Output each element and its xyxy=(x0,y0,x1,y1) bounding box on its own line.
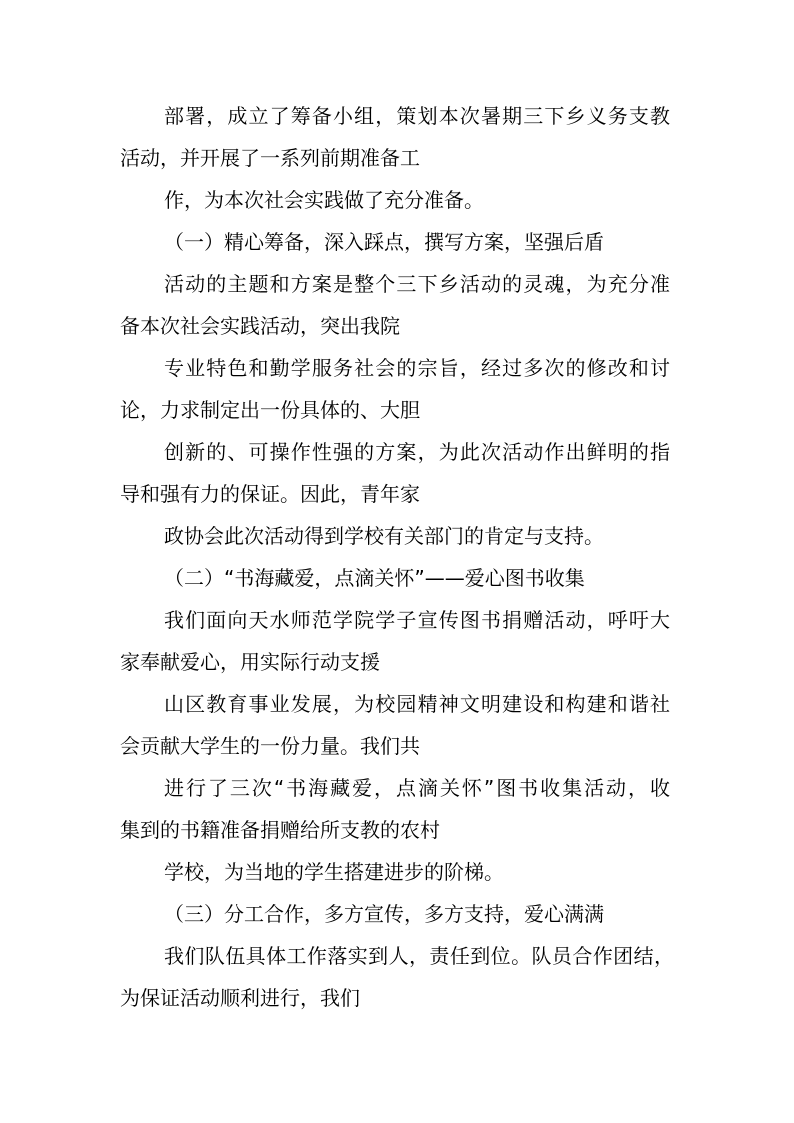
section-heading: （一）精心筹备，深入踩点，撰写方案，坚强后盾 xyxy=(164,230,604,254)
text-line: 创新的、可操作性强的方案，为此次活动作出鲜明的指 xyxy=(164,440,670,464)
text-line: 山区教育事业发展，为校园精神文明建设和构建和谐社 xyxy=(164,692,670,716)
text-line: 活动的主题和方案是整个三下乡活动的灵魂，为充分准 xyxy=(164,272,670,296)
text-line: 备本次社会实践活动，突出我院 xyxy=(120,314,400,338)
text-line: 我们面向天水师范学院学子宣传图书捐赠活动，呼吁大 xyxy=(164,608,670,632)
text-line: 进行了三次“书海藏爱，点滴关怀”图书收集活动，收 xyxy=(164,776,670,800)
text-line: 导和强有力的保证。因此，青年家 xyxy=(120,482,420,506)
text-line: 我们队伍具体工作落实到人，责任到位。队员合作团结， xyxy=(164,944,674,968)
text-line: 政协会此次活动得到学校有关部门的肯定与支持。 xyxy=(164,524,604,548)
text-line: 集到的书籍准备捐赠给所支教的农村 xyxy=(120,818,440,842)
text-line: 会贡献大学生的一份力量。我们共 xyxy=(120,734,420,758)
section-heading: （二）“书海藏爱，点滴关怀”——爱心图书收集 xyxy=(164,566,585,590)
section-heading: （三）分工合作，多方宣传，多方支持，爱心满满 xyxy=(164,902,604,926)
text-line: 家奉献爱心，用实际行动支援 xyxy=(120,650,380,674)
text-line: 专业特色和勤学服务社会的宗旨，经过多次的修改和讨 xyxy=(164,356,670,380)
text-line: 部署，成立了筹备小组，策划本次暑期三下乡义务支教 xyxy=(164,104,670,128)
text-line: 活动，并开展了一系列前期准备工 xyxy=(120,146,420,170)
text-line: 学校，为当地的学生搭建进步的阶梯。 xyxy=(164,860,504,884)
text-line: 作，为本次社会实践做了充分准备。 xyxy=(164,188,484,212)
text-line: 为保证活动顺利进行，我们 xyxy=(120,986,360,1010)
text-line: 论，力求制定出一份具体的、大胆 xyxy=(120,398,420,422)
